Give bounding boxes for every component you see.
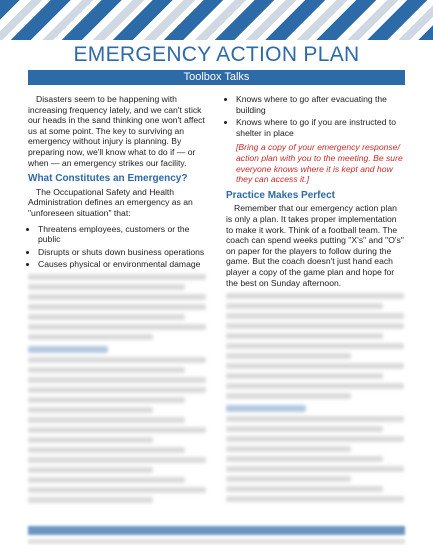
subtitle-bar [28,70,405,85]
list-item: • Threatens employees, customers or the public [38,224,206,245]
header-stripe-band [0,0,433,40]
footer-bar [28,526,405,535]
intro-paragraph: Disasters seem to be happening with increasing frequency lately, and we can't stick our heads in the sand thinking one won't affect us at some point. The key to surviving an emergency without injury is planning. By preparing now, we'll know what to do if — or when — an emergency strikes our facility. [28,94,205,168]
section-body-emergency: The Occupational Safety and Health Administration defines an emergency as an "unforeseen situation" that: [28,186,193,218]
list-item: • Knows where to go if you are instructed to shelter in place [236,117,404,138]
footer-text-blurred [28,539,405,544]
list-item: • Disrupts or shuts down business operations [38,247,206,258]
blurred-content-right [226,293,404,502]
evacuation-bullet-list [226,94,404,138]
list-item: • Knows where to go after evacuating the building [236,94,404,115]
section-body-practice: Remember that our emergency action plan is only a plan. It takes proper implementation to make it work. Think of a football team. The coach can spend weeks putting "X's" and "O's" on paper for the players to follow during the game. But the coach doesn't just hand each player a copy of the game plan and hope for the best on Sunday afternoon. [226,203,404,288]
emergency-bullet-list [28,224,206,270]
right-column [226,94,404,506]
instructor-note: [Bring a copy of your emergency response/ action plan with you to the meeting. Be sure everyone knows where it is kept and how they can access it.] [236,142,403,185]
section-heading-practice: Practice Makes Perfect [226,189,335,201]
list-item: • Causes physical or environmental damage [38,259,206,270]
page-title: EMERGENCY ACTION PLAN [73,43,360,66]
left-column [28,94,206,507]
section-heading-emergency: What Constitutes an Emergency? [28,173,188,185]
blurred-content-left [28,274,206,503]
subtitle-text: Toolbox Talks [183,71,250,83]
